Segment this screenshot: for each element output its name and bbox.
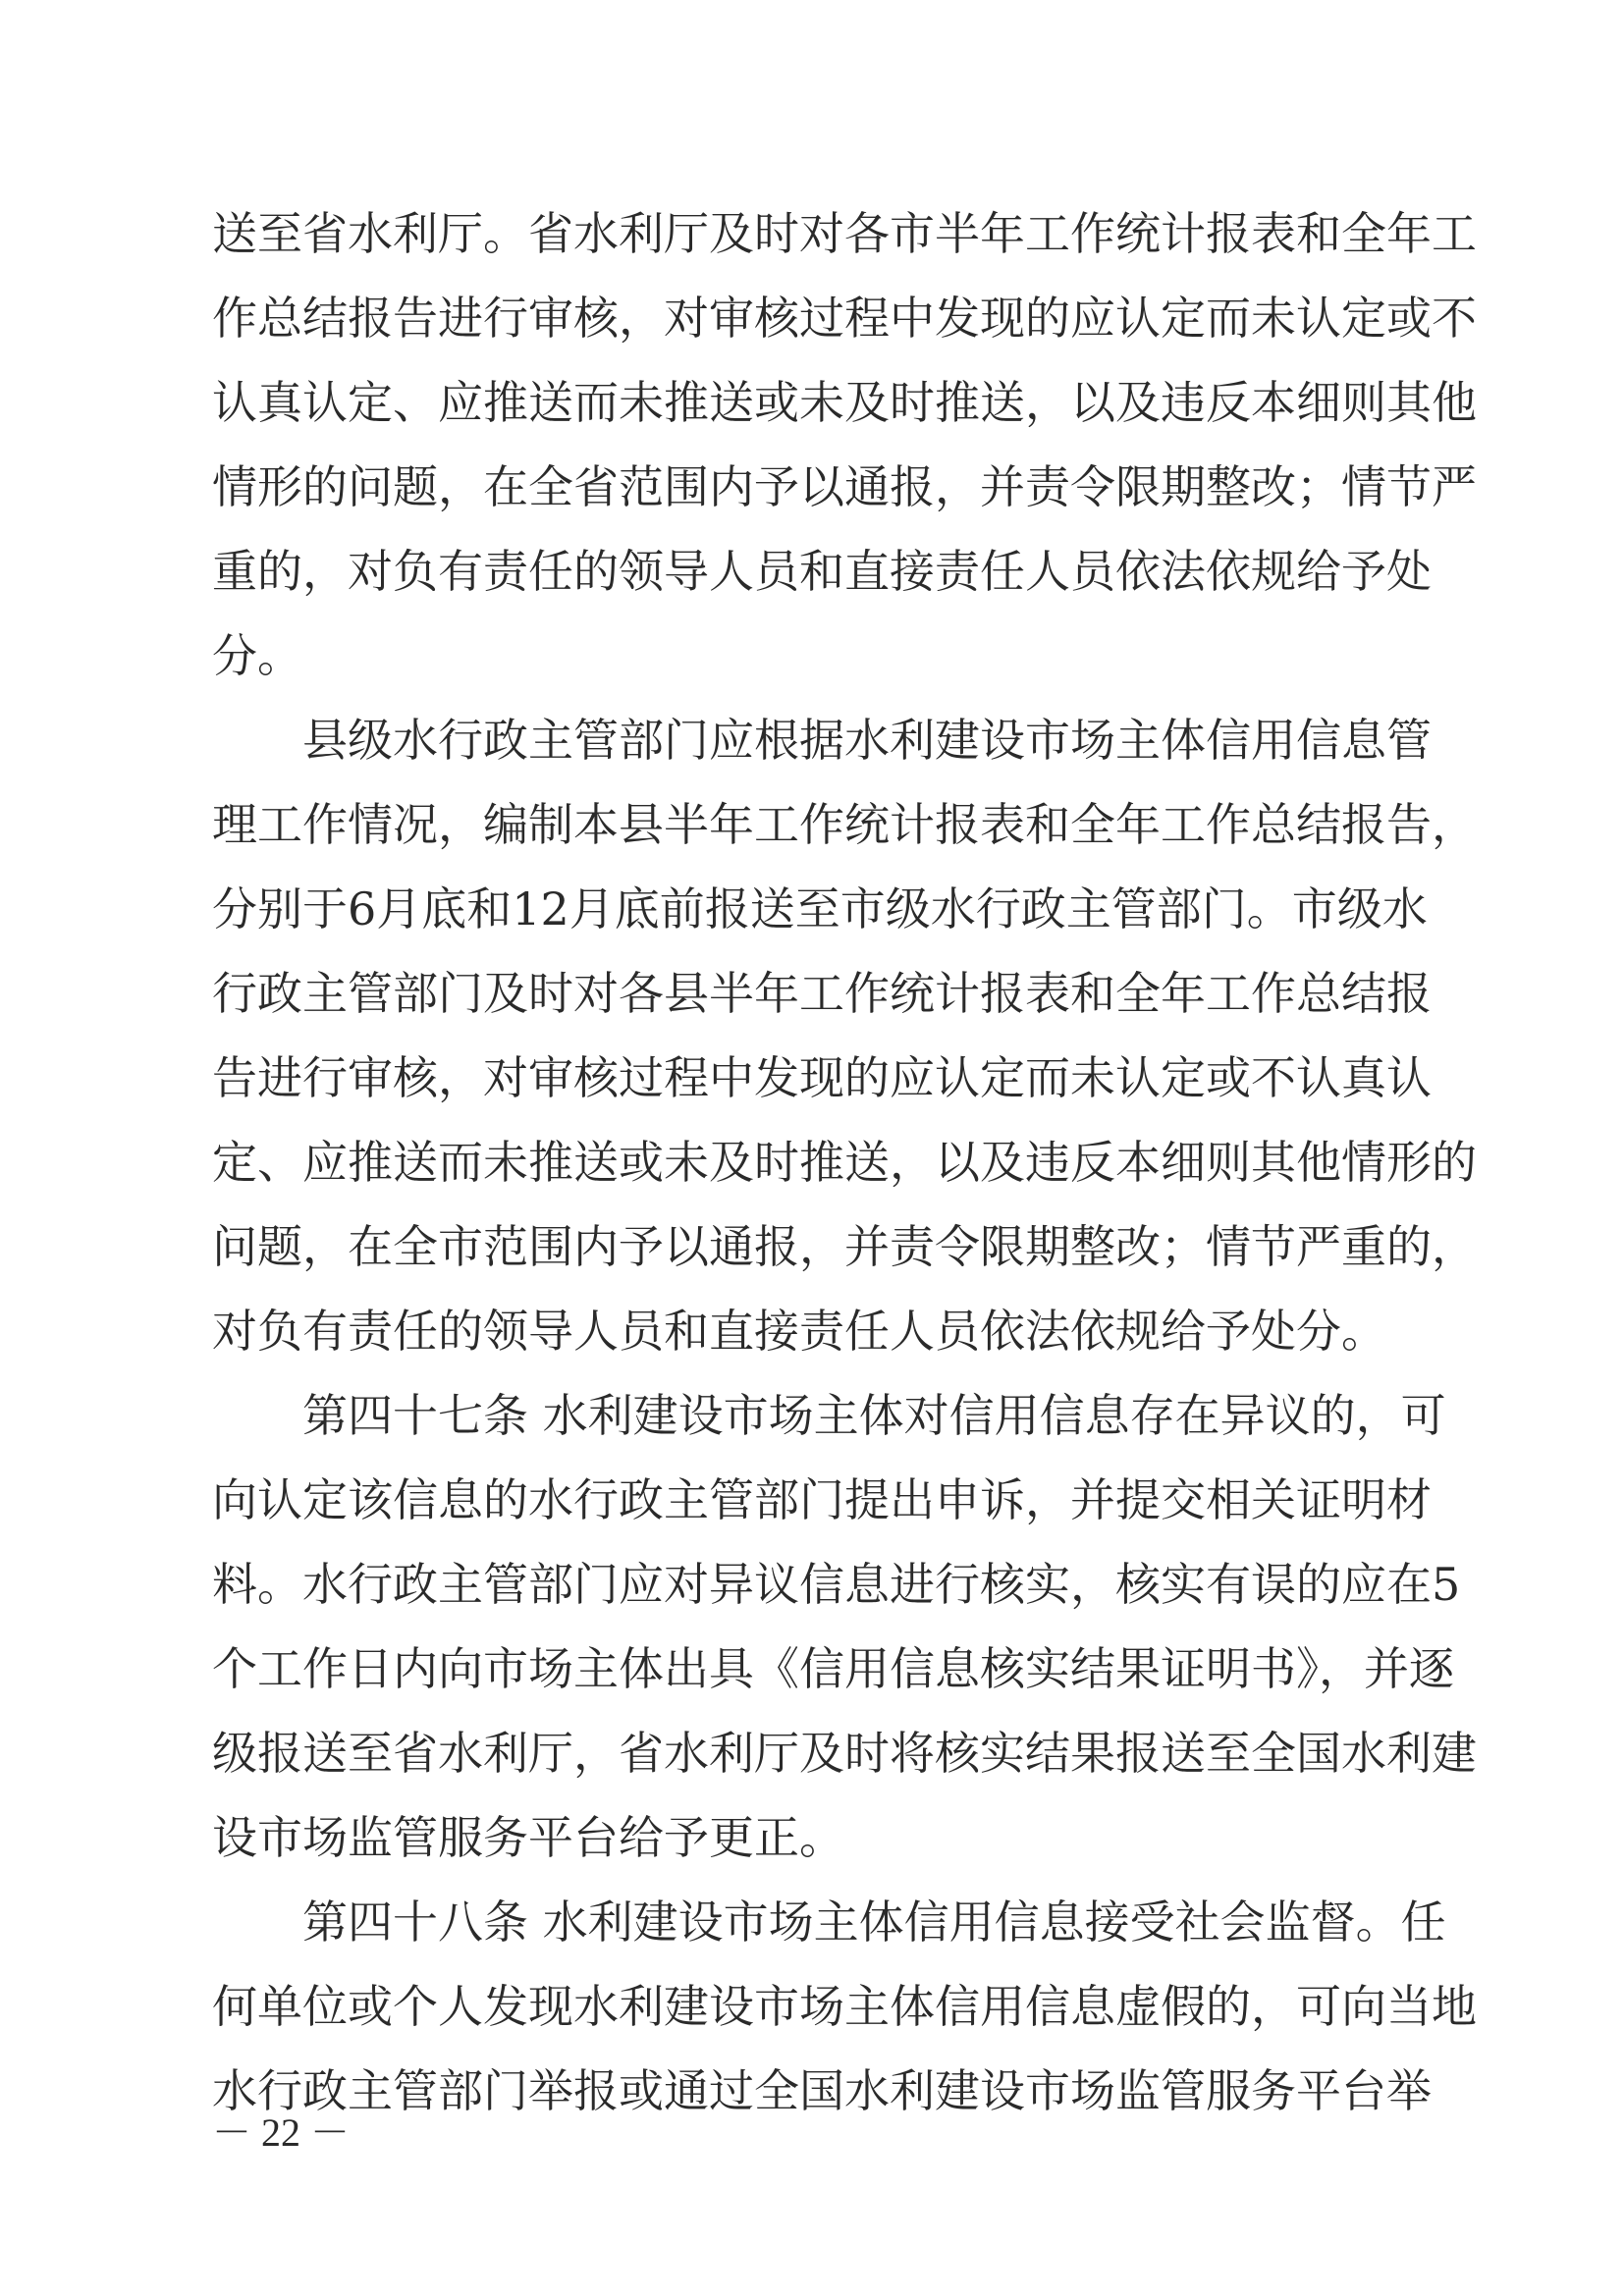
text-line-4: 情形的问题，在全省范围内予以通报，并责令限期整改；情节严 (212, 460, 1477, 513)
text-line-11: 告进行审核，对审核过程中发现的应认定而未认定或不认真认 (212, 1051, 1432, 1104)
text-line-7: 县级水行政主管部门应根据水利建设市场主体信用信息管 (302, 714, 1432, 767)
text-line-14: 对负有责任的领导人员和直接责任人员依法依规给予处分。 (212, 1305, 1386, 1358)
text-line-9: 分别于6月底和12月底前报送至市级水行政主管部门。市级水 (212, 882, 1428, 935)
text-line-18: 个工作日内向市场主体出具《信用信息核实结果证明书》，并逐 (212, 1642, 1454, 1695)
text-line-12: 定、应推送而未推送或未及时推送，以及违反本细则其他情形的 (212, 1136, 1477, 1189)
text-line-19: 级报送至省水利厅，省水利厅及时将核实结果报送至全国水利建 (212, 1727, 1477, 1780)
text-line-22: 何单位或个人发现水利建设市场主体信用信息虚假的，可向当地 (212, 1980, 1477, 2033)
text-line-5: 重的，对负有责任的领导人员和直接责任人员依法依规给予处 (212, 545, 1432, 598)
text-line-8: 理工作情况，编制本县半年工作统计报表和全年工作总结报告， (212, 798, 1477, 851)
text-line-2: 作总结报告进行审核，对审核过程中发现的应认定而未认定或不 (212, 292, 1477, 345)
page-number: － 22 － (212, 2110, 350, 2155)
text-line-17: 料。水行政主管部门应对异议信息进行核实，核实有误的应在5 (212, 1558, 1461, 1611)
text-line-10: 行政主管部门及时对各县半年工作统计报表和全年工作总结报 (212, 967, 1432, 1020)
text-line-15: 第四十七条 水利建设市场主体对信用信息存在异议的，可 (302, 1389, 1446, 1442)
text-line-13: 问题，在全市范围内予以通报，并责令限期整改；情节严重的， (212, 1220, 1477, 1273)
text-line-1: 送至省水利厅。省水利厅及时对各市半年工作统计报表和全年工 (212, 207, 1477, 260)
text-line-16: 向认定该信息的水行政主管部门提出申诉，并提交相关证明材 (212, 1473, 1432, 1526)
text-line-21: 第四十八条 水利建设市场主体信用信息接受社会监督。任 (302, 1896, 1446, 1949)
text-line-6: 分。 (212, 629, 302, 682)
text-line-23: 水行政主管部门举报或通过全国水利建设市场监管服务平台举 (212, 2064, 1432, 2117)
text-line-20: 设市场监管服务平台给予更正。 (212, 1811, 844, 1864)
text-line-3: 认真认定、应推送而未推送或未及时推送，以及违反本细则其他 (212, 376, 1477, 429)
